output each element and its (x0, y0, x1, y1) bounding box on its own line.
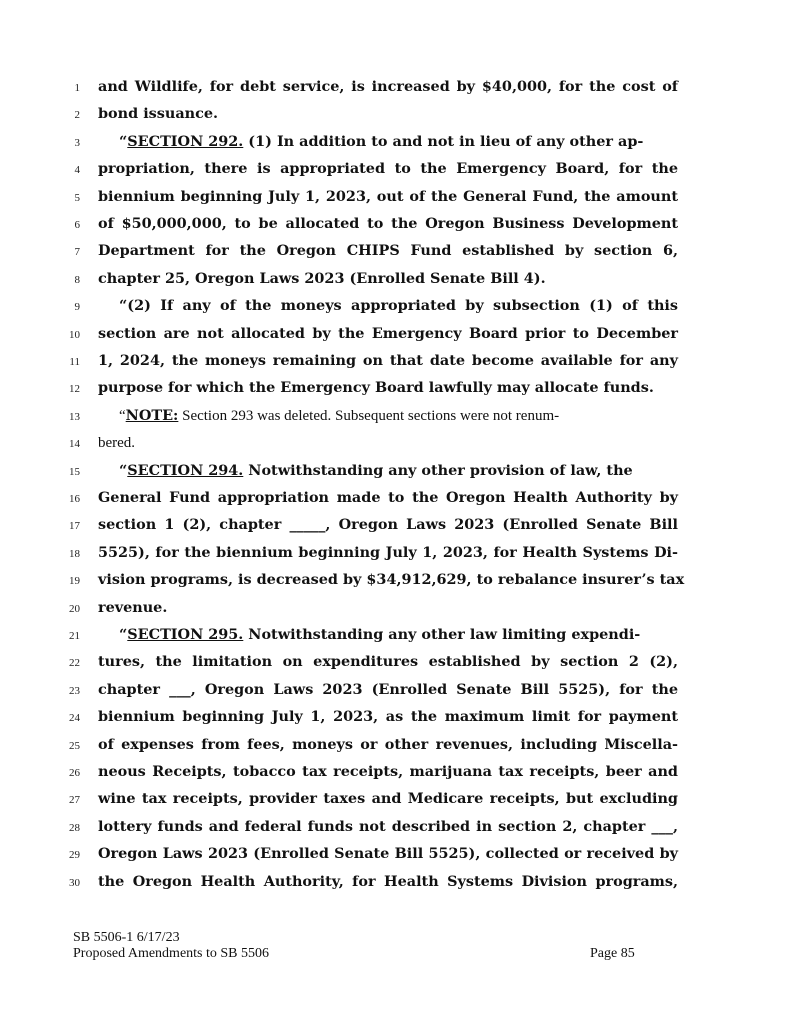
text-line (0, 348, 800, 375)
text-line (0, 567, 800, 594)
line-rest: (1) In addition to and not in lieu of any other ap- (243, 132, 644, 150)
page-number: Page 85 (590, 946, 635, 961)
text-line (0, 293, 800, 320)
line-number: 18 (69, 547, 80, 560)
text-line (0, 869, 800, 896)
line-number: 10 (69, 328, 80, 341)
line-number: 4 (74, 164, 80, 177)
line-number: 3 (74, 136, 80, 149)
line-number: 16 (69, 493, 80, 505)
line-number: 11 (69, 356, 80, 368)
open-quote: “ (119, 626, 128, 643)
line-text (119, 625, 678, 645)
text-line (0, 74, 800, 101)
text-line (0, 101, 800, 128)
line-text: wine tax receipts, provider taxes and Medicare receipts, but excluding (98, 790, 678, 808)
bill-id-date: SB 5506-1 6/17/23 (73, 930, 180, 945)
line-text: chapter 25, Oregon Laws 2023 (Enrolled Senate Bill 4). (98, 269, 546, 287)
line-text: section 1 (2), chapter _____, Oregon Laws 2023 (Enrolled Senate Bill (98, 516, 678, 534)
line-number: 28 (69, 821, 80, 834)
text-line (0, 156, 800, 183)
line-number: 7 (74, 246, 80, 259)
text-line (0, 458, 800, 485)
line-text: chapter ___, Oregon Laws 2023 (Enrolled Senate Bill 5525), for the (98, 680, 678, 698)
line-text: Oregon Laws 2023 (Enrolled Senate Bill 5525), collected or received by (98, 845, 678, 863)
line-number: 15 (69, 465, 80, 478)
line-text (119, 461, 678, 481)
line-text: neous Receipts, tobacco tax receipts, marijuana tax receipts, beer and (98, 763, 678, 780)
text-line (0, 622, 800, 649)
line-number: 27 (69, 794, 80, 807)
line-text: vision programs, is decreased by $34,912,629, to rebalance insurer’s tax (98, 571, 685, 589)
text-line (0, 485, 800, 512)
text-line (0, 430, 800, 457)
text-line (0, 512, 800, 539)
line-number: 1 (74, 82, 80, 94)
line-number: 21 (69, 630, 80, 642)
text-line (0, 732, 800, 759)
line-text: tures, the limitation on expenditures established by section 2 (2), (98, 653, 678, 671)
line-text: 5525), for the biennium beginning July 1, 2023, for Health Systems Di- (98, 543, 678, 561)
line-text: lottery funds and federal funds not described in section 2, chapter ___, (98, 817, 678, 835)
text-line (0, 841, 800, 868)
line-number: 13 (69, 410, 80, 423)
open-quote: “ (119, 407, 126, 424)
section-heading: SECTION 294. (127, 461, 244, 479)
line-number: 9 (74, 301, 80, 314)
line-number: 19 (69, 575, 80, 588)
line-number: 17 (69, 520, 80, 533)
text-line (0, 704, 800, 731)
line-text: of $50,000,000, to be allocated to the Oregon Business Development (98, 215, 678, 232)
line-number: 8 (74, 273, 80, 286)
text-line (0, 321, 800, 348)
text-line (0, 184, 800, 211)
line-number: 2 (74, 109, 80, 122)
line-text: biennium beginning July 1, 2023, out of the General Fund, the amount (98, 187, 678, 205)
note-label: NOTE: (125, 406, 179, 424)
footer-subtitle: Proposed Amendments to SB 5506 (73, 946, 270, 961)
line-text: purpose for which the Emergency Board lawfully may allocate funds. (98, 379, 654, 397)
line-number: 6 (74, 219, 80, 231)
text-line (0, 375, 800, 402)
text-line (0, 649, 800, 676)
line-number: 22 (69, 657, 80, 670)
line-number: 26 (69, 767, 80, 779)
text-line (0, 759, 800, 786)
line-text (119, 406, 678, 426)
open-quote: “ (119, 132, 128, 150)
line-number: 30 (69, 876, 80, 889)
line-number: 20 (69, 602, 80, 615)
line-text: Department for the Oregon CHIPS Fund established by section 6, (98, 242, 678, 260)
line-rest: Notwithstanding any other provision of law, the (243, 461, 633, 479)
line-text: and Wildlife, for debt service, is increased by $40,000, for the cost of (98, 78, 678, 95)
line-text: General Fund appropriation made to the Oregon Health Authority by (98, 489, 678, 506)
text-line (0, 677, 800, 704)
open-quote: “ (119, 461, 128, 479)
line-rest: Section 293 was deleted. Subsequent sections were not renum- (178, 407, 560, 424)
text-line (0, 238, 800, 265)
text-line (0, 540, 800, 567)
line-number: 23 (69, 684, 80, 697)
line-text: of expenses from fees, moneys or other revenues, including Miscella- (98, 735, 678, 753)
text-line (0, 266, 800, 293)
line-text: bond issuance. (98, 105, 219, 123)
text-line (0, 129, 800, 156)
text-line (0, 814, 800, 841)
text-line (0, 403, 800, 430)
text-line (0, 786, 800, 813)
line-number: 5 (74, 191, 80, 204)
text-line (0, 595, 800, 622)
line-number: 12 (69, 383, 80, 396)
section-heading: SECTION 292. (127, 132, 244, 150)
line-text: biennium beginning July 1, 2023, as the maximum limit for payment (98, 708, 678, 726)
line-text: propriation, there is appropriated to the Emergency Board, for the (98, 160, 678, 178)
line-number: 29 (69, 849, 80, 862)
line-text: 1, 2024, the moneys remaining on that date become available for any (98, 352, 678, 369)
page-footer (73, 930, 673, 962)
line-text: the Oregon Health Authority, for Health Systems Division programs, (98, 872, 678, 890)
line-text: bered. (98, 435, 136, 452)
line-number: 24 (69, 712, 80, 725)
section-heading: SECTION 295. (127, 626, 244, 643)
line-text (119, 132, 678, 152)
line-number: 14 (69, 438, 80, 451)
line-text: revenue. (98, 598, 168, 616)
line-text: “(2) If any of the moneys appropriated by subsection (1) of this (119, 297, 678, 315)
text-line (0, 211, 800, 238)
line-number: 25 (69, 739, 80, 752)
line-rest: Notwithstanding any other law limiting expendi- (243, 626, 641, 643)
line-text: section are not allocated by the Emergency Board prior to December (98, 324, 678, 342)
